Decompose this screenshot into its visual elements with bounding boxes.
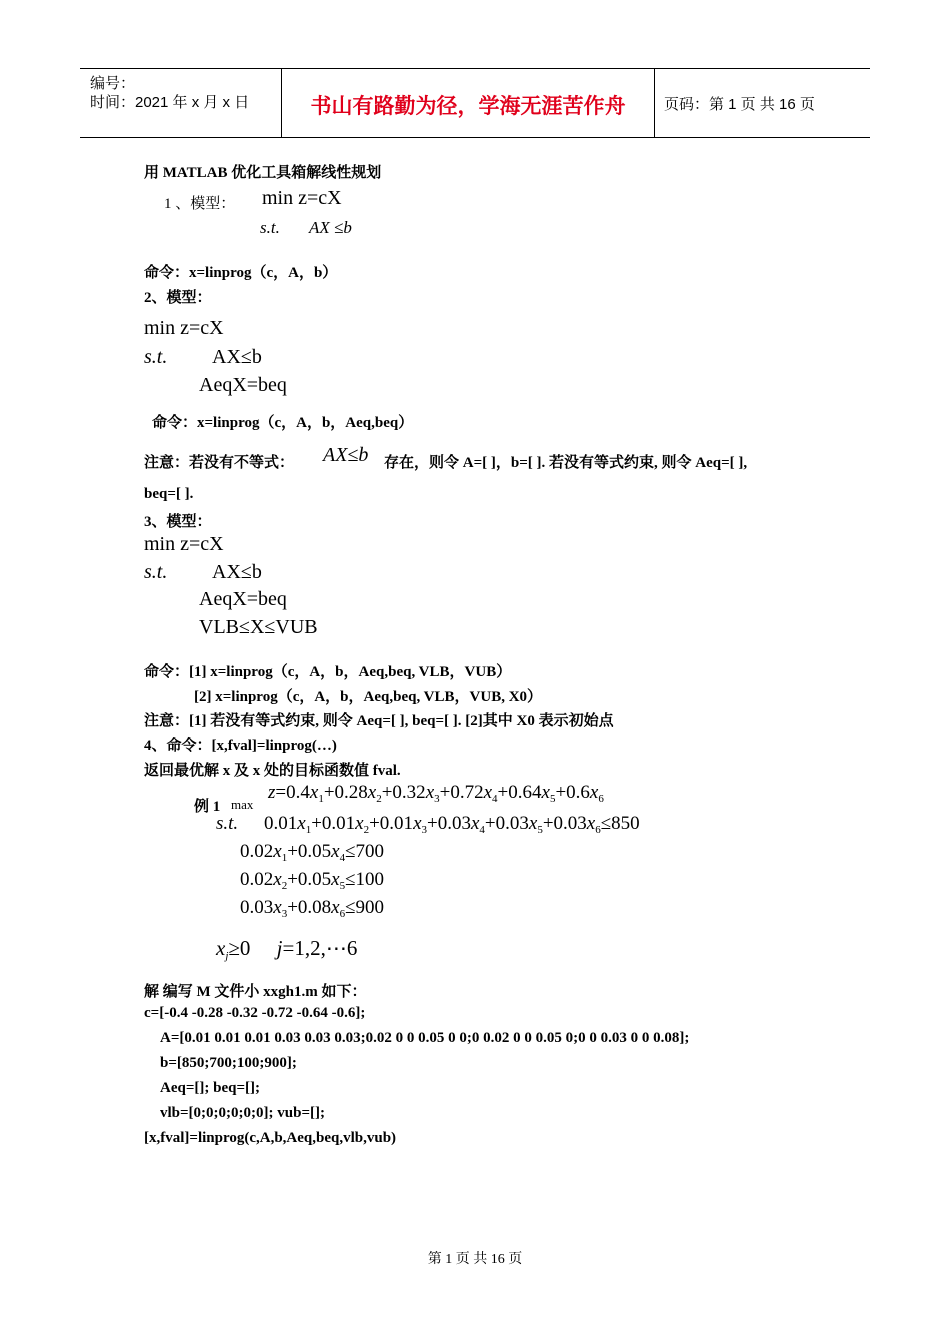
motto: 书山有路勤为径，学海无涯苦作舟 — [310, 95, 626, 118]
number-label: 编号： — [90, 75, 136, 92]
note2: 注意：[1] 若没有等式约束, 则令 Aeq=[ ], beq=[ ]. [2]其中 X0 表示初始点 — [144, 713, 614, 729]
example-objective: $z=0.4x_1+0.28x_2+0.32x_3+0.72x_4+0.64x_5+0.6x_6$ — [268, 782, 604, 805]
code-line: Aeq=[]; beq=[]; — [160, 1080, 260, 1096]
example-constraint1: $0.01x_1+0.01x_2+0.01x_3+0.03x_4+0.03x_5+0.03x_6\le 850$ — [264, 813, 640, 836]
model1-st: s.t. — [260, 218, 280, 237]
header-motto-cell — [282, 69, 655, 137]
note1-prefix: 注意：若没有不等式： — [144, 455, 295, 471]
command1: 命令：x=linprog（c，A，b） — [144, 265, 338, 281]
command2: 命令：x=linprog（c，A，b，Aeq,beq） — [152, 415, 414, 431]
example-constraint2: $0.02x_1+0.05x_4\le 700$ — [240, 841, 385, 864]
time-label: 时间：2021 年 x 月 x 日 — [90, 94, 250, 111]
page-header — [80, 68, 870, 138]
header-info-cell — [80, 69, 282, 137]
model2-constraint2: AeqX=beq — [199, 374, 287, 396]
model3-constraint3: VLB≤X≤VUB — [199, 616, 318, 638]
model3-objective: min z=cX — [144, 533, 224, 555]
code-line: b=[850;700;100;900]; — [160, 1055, 297, 1071]
solution-intro: 解 编写 M 文件小 xxgh1.m 如下： — [144, 984, 367, 1000]
model3-constraint2: AeqX=beq — [199, 588, 287, 610]
model1-constraint: AX ≤b — [309, 218, 352, 237]
model3-constraint1: AX≤b — [212, 561, 262, 583]
example-constraint4: $0.03x_3+0.08x_6\le 900$ — [240, 897, 385, 920]
example-label: 例 1 — [194, 799, 221, 815]
model3-label: 3、模型： — [144, 514, 212, 530]
note1-suffix: 存在，则令 A=[ ]，b=[ ]. 若没有等式约束, 则令 Aeq=[ ], — [384, 455, 748, 471]
return-text: 返回最优解 x 及 x 处的目标函数值 fval. — [144, 763, 401, 779]
code-line: A=[0.01 0.01 0.01 0.03 0.03 0.03;0.02 0 0 0.05 0 0;0 0.02 0 0 0.05 0;0 0 0.03 0 0 0.08]; — [160, 1030, 690, 1046]
code-line: vlb=[0;0;0;0;0;0]; vub=[]; — [160, 1105, 325, 1121]
model2-st: s.t. — [144, 346, 168, 368]
page-footer: 第 1 页 共 16 页 — [427, 1252, 523, 1267]
command4: 4、命令：[x,fval]=linprog(…) — [144, 738, 337, 754]
example-st: s.t. — [216, 813, 239, 834]
page-info: 页码：第 1 页 共 16 页 — [664, 96, 815, 113]
model2-objective: min z=cX — [144, 317, 224, 339]
doc-title: 用 MATLAB 优化工具箱解线性规划 — [144, 165, 382, 181]
model1-label: 1 、模型： — [164, 196, 236, 212]
example-max: max — [231, 797, 254, 812]
note1-line2: beq=[ ]. — [144, 486, 194, 502]
example-constraint5: $x_j\ge 0$ j=1,2,⋯6 — [216, 936, 358, 962]
model1-objective: min z=cX — [262, 187, 342, 209]
code-line: c=[-0.4 -0.28 -0.32 -0.72 -0.64 -0.6]; — [144, 1005, 366, 1021]
command3-line2: [2] x=linprog（c，A，b，Aeq,beq, VLB，VUB, X0） — [194, 689, 543, 705]
model2-label: 2、模型： — [144, 290, 212, 306]
command3-line1: 命令：[1] x=linprog（c，A，b，Aeq,beq, VLB，VUB） — [144, 664, 512, 680]
note1-formula: AX≤b — [323, 444, 369, 466]
code-line: [x,fval]=linprog(c,A,b,Aeq,beq,vlb,vub) — [144, 1130, 397, 1146]
model2-constraint1: AX≤b — [212, 346, 262, 368]
model3-st: s.t. — [144, 561, 168, 583]
example-constraint3: $0.02x_2+0.05x_5\le 100$ — [240, 869, 385, 892]
header-page-cell — [655, 69, 870, 137]
